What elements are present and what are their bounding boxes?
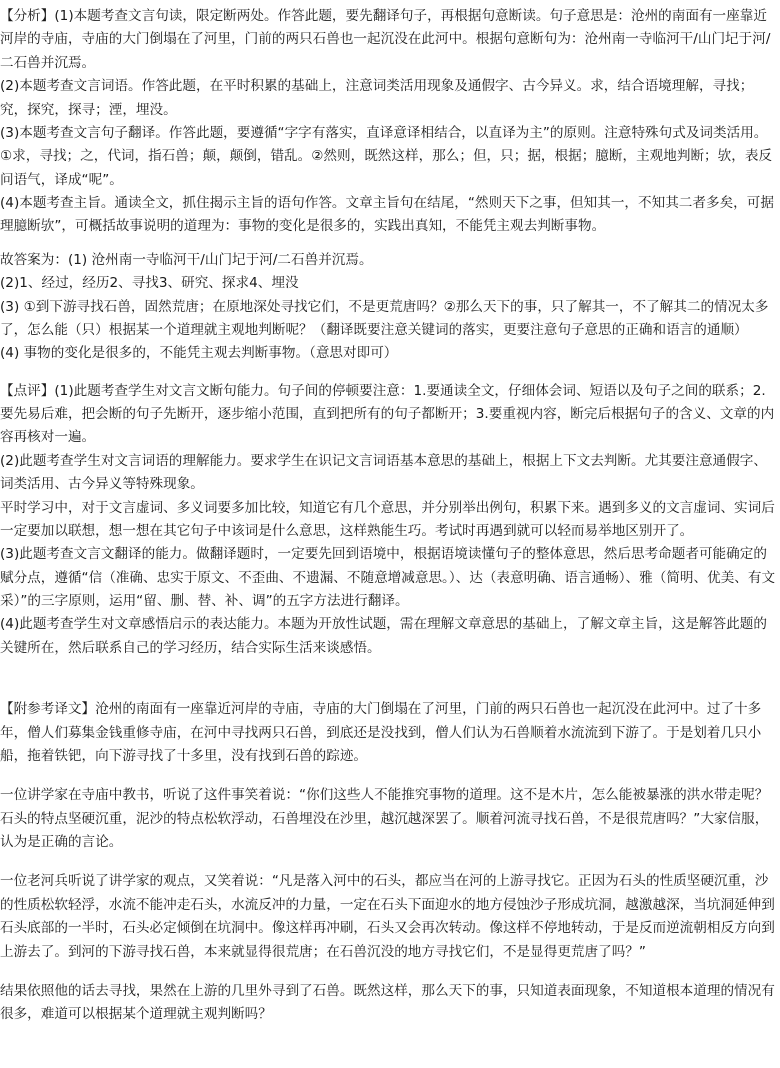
spacer [0,964,776,980]
spacer [0,660,776,698]
spacer [0,366,776,380]
analysis-paragraph-3: (3)本题考查文言句子翻译。作答此题，要遵循“字字有落实，直译意译相结合，以直译为主”的原则。注意特殊句式及词类活用。①求，寻找；之，代词，指石兽；颠，颠倒，错乱。②然则，既然这样，那么；但，只；据，根据；臆断，主观地判断；欤，表反问语气，译成“呢”。 [0,124,773,188]
spacer [0,768,776,784]
comment-paragraph-1: 【点评】(1)此题考查学生对文言文断句能力。句子间的停顿要注意：1.要通读全文，仔细体会词、短语以及句子之间的联系；2.要先易后难，把会断的句子先断开，逐步缩小范围，直到把所有的句子都断开；3.要重视内容，断完后根据句子的含义、文章的内容再核对一遍。 [0,382,775,446]
answer-paragraph-2: (2)1、经过，经历2、寻找3、研究、探求4、埋没 [0,275,299,292]
analysis-section [0,5,776,239]
analysis-paragraph-1: 【分析】(1)本题考查文言句读，限定断两处。作答此题，要先翻译句子，再根据句意断读。句子意思是：沧州的南面有一座靠近河岸的寺庙，寺庙的大门倒塌在了河里，门前的两只石兽也一起沉没在此河中。根据句意断句为：沧州南一寺临河干/山门圮于河/二石兽并沉焉。 [0,8,771,71]
comment-section [0,380,776,661]
translation-paragraph-2: 一位讲学家在寺庙中教书，听说了这件事笑着说：“你们这些人不能推究事物的道理。这不是木片，怎么能被暴涨的洪水带走呢？石头的特点坚硬沉重，泥沙的特点松软浮动，石兽埋没在沙里，越沉越深罢了。顺着河流寻找石兽，不是很荒唐吗？”大家信服，认为是正确的言论。 [0,787,769,850]
spacer [0,239,776,249]
comment-paragraph-5: (4)此题考查学生对文章感悟启示的表达能力。本题为开放性试题，需在理解文章意思的基础上，了解文章主旨，这是解答此题的关键所在，然后联系自己的学习经历，结合实际生活来谈感悟。 [0,616,767,656]
analysis-paragraph-4: (4)本题考查主旨。通读全文，抓住揭示主旨的语句作答。文章主旨句在结尾，“然则天下之事，但知其一，不知其二者多矣，可据理臆断欤”，可概括故事说明的道理为：事物的变化是很多的，实践出真知，不能凭主观去判断事物。 [0,195,774,235]
spacer [0,854,776,870]
translation-paragraph-1: 【附参考译文】沧州的南面有一座靠近河岸的寺庙，寺庙的大门倒塌在了河里，门前的两只石兽也一起沉没在此河中。过了十多年，僧人们募集金钱重修寺庙，在河中寻找两只石兽，到底还是没找到，僧人们认为石兽顺着水流流到下游了。于是划着几只小船，拖着铁钯，向下游寻找了十多里，没有找到石兽的踪迹。 [0,701,762,764]
comment-paragraph-3: 平时学习中，对于文言虚词、多义词要多加比较，知道它有几个意思，并分别举出例句，积累下来。遇到多义的文言虚词、实词后一定要加以联想，想一想在其它句子中该词是什么意思，这样熟能生巧。考试时再遇到就可以轻而易举地区别开了。 [0,499,775,539]
translation-paragraph-3: 一位老河兵听说了讲学家的观点，又笑着说：“凡是落入河中的石头，都应当在河的上游寻找它。正因为石头的性质坚硬沉重，沙的性质松软轻浮，水流不能冲走石头，水流反冲的力量，一定在石头下面迎水的地方侵蚀沙子形成坑洞，越激越深，当坑洞延伸到石头底部的一半时，石头必定倾倒在坑洞中。像这样再冲刷，石头又会再次转动。像这样不停地转动，于是反而逆流朝相反方向到上游去了。到河的下游寻找石兽，本来就显得很荒唐；在石兽沉没的地方寻找它们，不是显得更荒唐了吗？” [0,873,775,960]
answer-section [0,249,776,366]
answer-paragraph-4: (4) 事物的变化是很多的，不能凭主观去判断事物。（意思对即可） [0,345,398,362]
translation-section [0,698,776,1027]
comment-paragraph-2: (2)此题考查学生对文言词语的理解能力。要求学生在识记文言词语基本意思的基础上，根据上下文去判断。尤其要注意通假字、词类活用、古今异义等特殊现象。 [0,452,767,493]
translation-paragraph-4: 结果依照他的话去寻找，果然在上游的几里外寻到了石兽。既然这样，那么天下的事，只知道表面现象，不知道根本道理的情况有很多，难道可以根据某个道理就主观判断吗？ [0,982,775,1023]
answer-paragraph-1: 故答案为：(1) 沧州南一寺临河干/山门圮于河/二石兽并沉焉。 [0,251,373,268]
comment-paragraph-4: (3)此题考查文言文翻译的能力。做翻译题时，一定要先回到语境中，根据语境读懂句子的整体意思，然后思考命题者可能确定的赋分点，遵循“信（准确、忠实于原文、不歪曲、不遗漏、不随意增减意思。）、达（表意明确、语言通畅）、雅（简明、优美、有文采）”的三字原则，运用“留、删、替、补、调”的五字方法进行翻译。 [0,546,776,609]
answer-paragraph-3: (3) ①到下游寻找石兽，固然荒唐；在原地深处寻找它们，不是更荒唐吗？②那么天下的事，只了解其一，不了解其二的情况太多了，怎么能（只）根据某一个道理就主观地判断呢？（翻译既要注意关键词的落实，更要注意句子意思的正确和语言的通顺） [0,298,769,338]
analysis-paragraph-2: (2)本题考查文言词语。作答此题，在平时积累的基础上，注意词类活用现象及通假字、古今异义。求，结合语境理解，寻找；究，探究，探寻；湮，埋没。 [0,78,754,118]
